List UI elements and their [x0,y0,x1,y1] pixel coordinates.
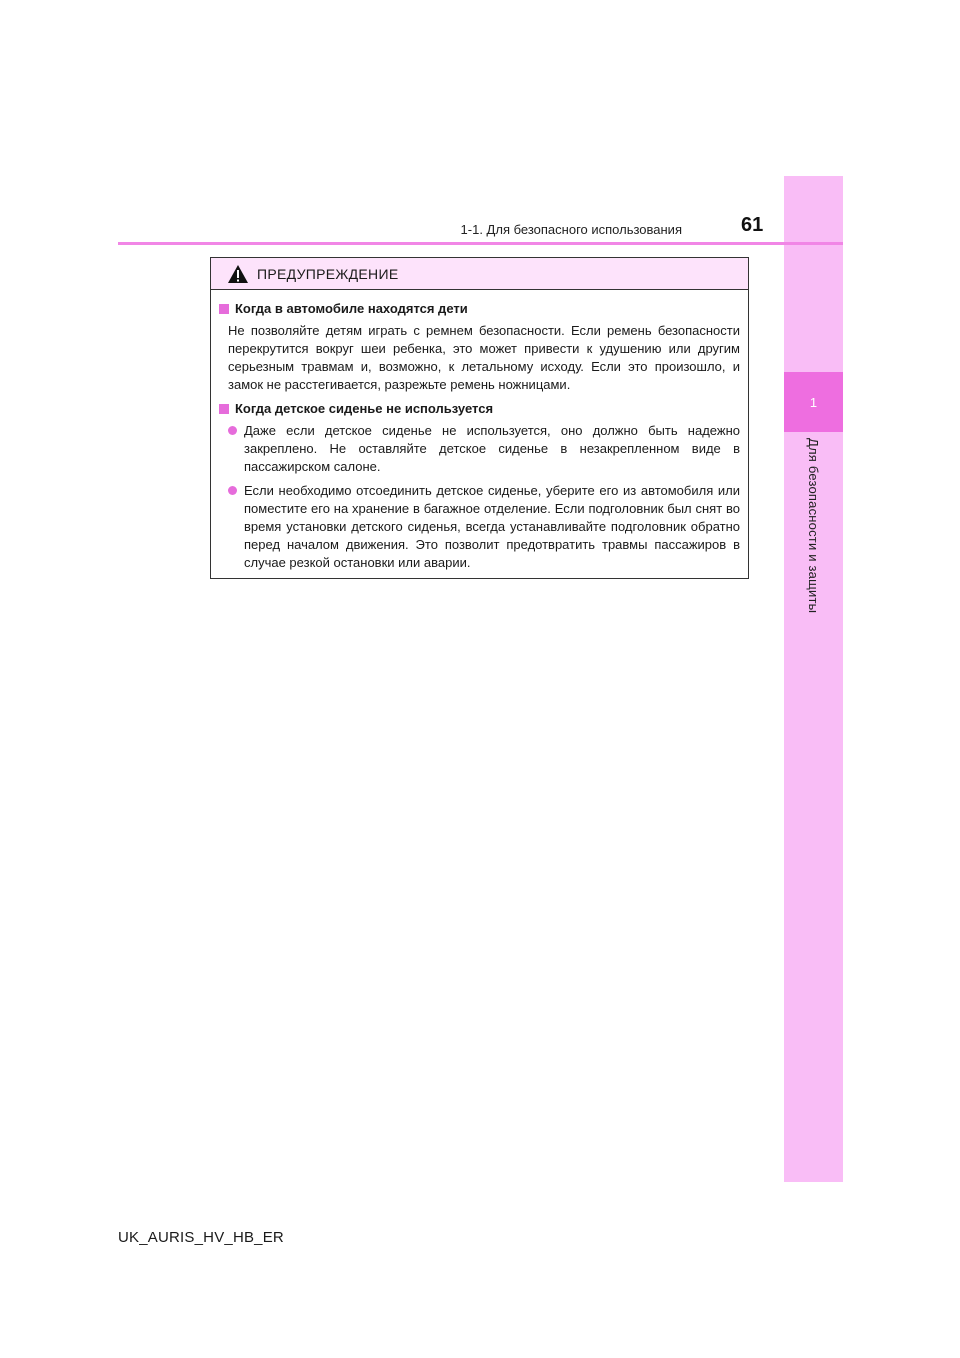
list-item-text: Если необходимо отсоединить детское сиденье, уберите его из автомобиля или поместите его на хранение в багажное отделение. Если подголовник был снят во время установки детского сиденья, всегда устанавливайте подголовник обратно перед началом движения. Это позволит предотвратить травмы пассажиров в случае резкой остановки или аварии. [244,483,740,570]
warning-body [211,290,748,572]
list-item [228,482,740,572]
section-paragraph: Не позволяйте детям играть с ремнем безопасности. Если ремень безопасности перекрутится вокруг шеи ребенка, это может привести к удушению или другим серьезным травмам и, возможно, к летальному исходу. Если это произошло, и замок не расстегивается, разрежьте ремень ножницами. [228,323,740,392]
section-heading [219,300,740,318]
page-number: 61 [741,214,764,236]
warning-box [210,257,749,579]
list-item-text: Даже если детское сиденье не используется, оно должно быть надежно закреплено. Не оставляйте детское сиденье в незакрепленном виде в пассажирском салоне. [244,423,740,474]
header-rule [118,242,843,245]
chapter-number-tab [784,372,843,432]
document-code: UK_AURIS_HV_HB_ER [118,1229,284,1246]
chapter-number: 1 [809,394,818,410]
square-bullet-icon [219,404,229,414]
chapter-title: Для безопасности и защиты [806,438,821,614]
chapter-title-vertical [784,436,843,666]
list-item [228,422,740,476]
section-heading [219,400,740,418]
warning-header [211,258,748,290]
section-heading-text: Когда в автомобиле находятся дети [235,301,468,316]
warning-title: ПРЕДУПРЕЖДЕНИЕ [257,265,399,282]
section-title: 1-1. Для безопасного использования [460,222,682,237]
section-heading-text: Когда детское сиденье не используется [235,401,494,416]
side-chapter-band [784,176,843,1182]
warning-triangle-icon [227,264,249,284]
circle-bullet-icon [228,486,237,495]
circle-bullet-icon [228,426,237,435]
square-bullet-icon [219,304,229,314]
